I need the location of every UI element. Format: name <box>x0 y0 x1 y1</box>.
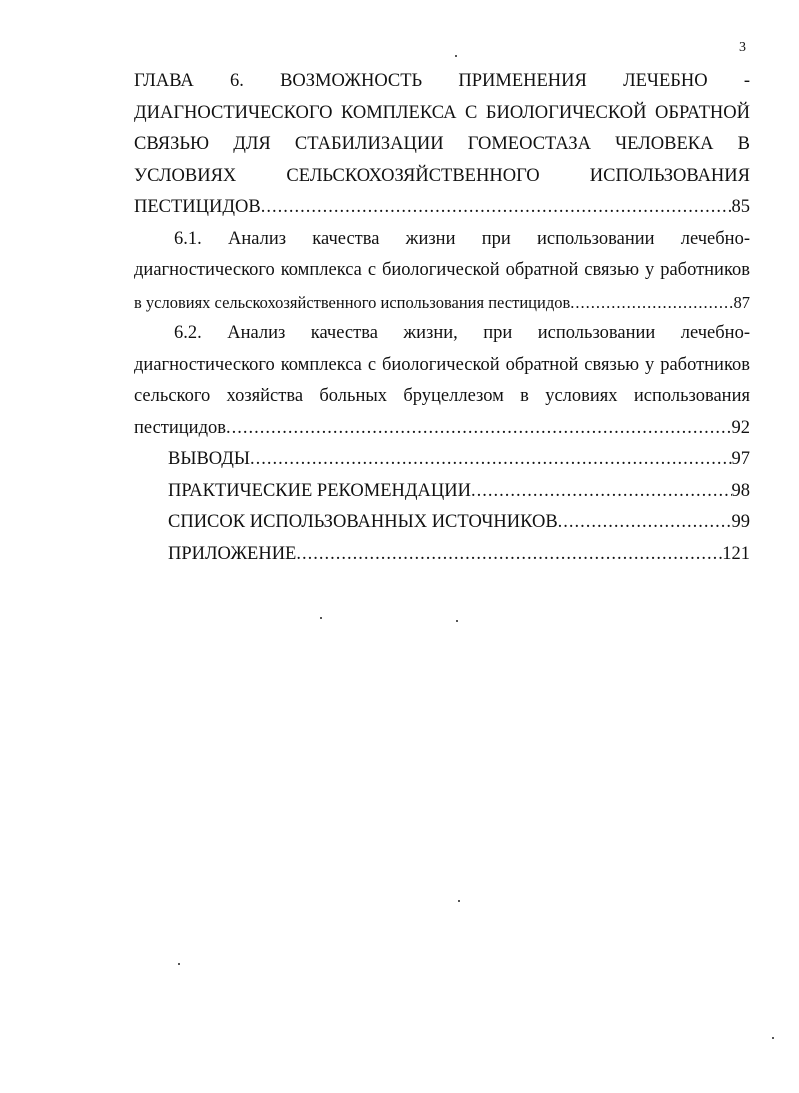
entry-label: ПРАКТИЧЕСКИЕ РЕКОМЕНДАЦИИ <box>168 480 471 501</box>
section-line: сельского хозяйства больных бруцеллезом в условиях использования <box>134 386 750 406</box>
entry-label: ВЫВОДЫ <box>168 449 251 469</box>
entry-label: ПРИЛОЖЕНИЕ <box>168 543 297 564</box>
chapter-line: ГЛАВА 6. ВОЗМОЖНОСТЬ ПРИМЕНЕНИЯ ЛЕЧЕБНО - <box>134 71 750 91</box>
section-last-line-text: в условиях сельскохозяйственного использования пестицидов <box>134 292 571 312</box>
scan-speck <box>772 1037 774 1039</box>
toc-entry-recommendations <box>134 476 750 508</box>
toc-entry-appendix <box>134 539 750 571</box>
section-page: 92 <box>731 417 750 438</box>
table-of-contents <box>134 66 750 570</box>
scan-speck <box>456 620 458 622</box>
chapter-line: СВЯЗЬЮ ДЛЯ СТАБИЛИЗАЦИИ ГОМЕОСТАЗА ЧЕЛОВЕКА В <box>134 134 750 154</box>
chapter-page: 85 <box>731 197 750 217</box>
chapter-last-line <box>134 192 750 224</box>
section-line: 6.1. Анализ качества жизни при использовании лечебно- <box>174 228 750 249</box>
entry-label: СПИСОК ИСПОЛЬЗОВАННЫХ ИСТОЧНИКОВ <box>168 512 558 532</box>
leader-dots <box>570 287 733 319</box>
leader-dots <box>250 444 731 476</box>
toc-entry-references <box>134 507 750 539</box>
toc-chapter-6 <box>134 66 750 224</box>
section-line: диагностического комплекса с биологической обратной связью у работников <box>134 260 750 280</box>
scan-speck <box>455 55 457 57</box>
leader-dots <box>261 192 732 224</box>
section-line: диагностического комплекса с биологической обратной связью у работников <box>134 354 750 375</box>
scan-speck <box>320 617 322 619</box>
chapter-last-line-text: ПЕСТИЦИДОВ <box>134 197 261 217</box>
leader-dots <box>296 539 722 571</box>
entry-page: 99 <box>731 512 750 532</box>
entry-page: 121 <box>722 543 750 564</box>
section-last-line-text: пестицидов <box>134 417 226 438</box>
chapter-line: ДИАГНОСТИЧЕСКОГО КОМПЛЕКСА С БИОЛОГИЧЕСКОЙ ОБРАТНОЙ <box>134 102 750 123</box>
section-line: 6.2. Анализ качества жизни, при использовании лечебно- <box>174 323 750 343</box>
scan-speck <box>178 963 180 965</box>
entry-page: 98 <box>731 480 750 501</box>
scan-speck <box>458 900 460 902</box>
page-number: 3 <box>739 40 746 55</box>
section-page: 87 <box>733 292 750 312</box>
leader-dots <box>471 476 732 508</box>
entry-page: 97 <box>731 449 750 469</box>
toc-section-6-1 <box>134 224 750 319</box>
leader-dots <box>226 413 732 445</box>
chapter-line: УСЛОВИЯХ СЕЛЬСКОХОЗЯЙСТВЕННОГО ИСПОЛЬЗОВАНИЯ <box>134 165 750 186</box>
toc-section-6-2 <box>134 318 750 444</box>
toc-entry-conclusions <box>134 444 750 476</box>
leader-dots <box>558 507 732 539</box>
section-last-line <box>134 287 750 319</box>
section-last-line <box>134 413 750 445</box>
